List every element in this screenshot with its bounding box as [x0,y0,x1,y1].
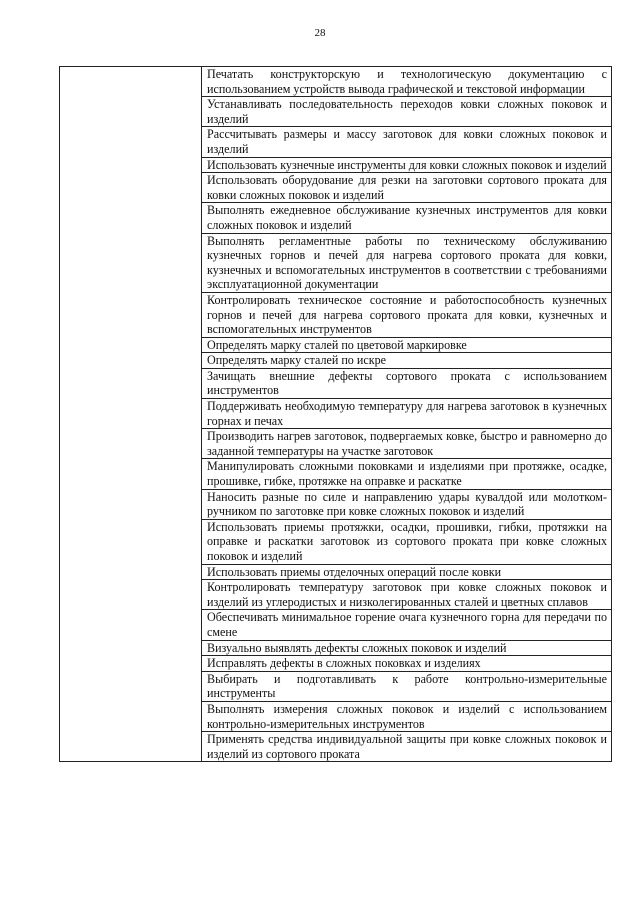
skill-item: Наносить разные по силе и направлению удары кувалдой или молотком-ручником по заготовке при ковке сложных поковок и изделий [202,490,611,520]
skill-item: Манипулировать сложными поковками и изделиями при протяжке, осадке, прошивке, гибке, протяжке на оправке и раскатке [202,459,611,489]
skill-item: Зачищать внешние дефекты сортового проката с использованием инструментов [202,369,611,399]
skill-item: Выполнять регламентные работы по техническому обслуживанию кузнечных горнов и печей для нагрева сортового проката для ковки, кузнечных и вспомогательных инструментов в соответствии с требованиями эксплуатационной документации [202,234,611,293]
skill-item: Использовать оборудование для резки на заготовки сортового проката для ковки сложных поковок и изделий [202,173,611,203]
skill-item: Использовать приемы протяжки, осадки, прошивки, гибки, протяжки на оправке и раскатки заготовок из сортового проката при ковке сложных поковок и изделий [202,520,611,565]
skill-item: Выбирать и подготавливать к работе контрольно-измерительные инструменты [202,672,611,702]
skill-item: Выполнять измерения сложных поковок и изделий с использованием контрольно-измерительных инструментов [202,702,611,732]
skill-item: Поддерживать необходимую температуру для нагрева заготовок в кузнечных горнах и печах [202,399,611,429]
table-row [60,67,612,762]
skill-item: Использовать приемы отделочных операций после ковки [202,565,611,581]
skill-item: Использовать кузнечные инструменты для ковки сложных поковок и изделий [202,158,611,174]
skills-table [59,66,612,762]
skill-item: Исправлять дефекты в сложных поковках и изделиях [202,656,611,672]
skill-item: Выполнять ежедневное обслуживание кузнечных инструментов для ковки сложных поковок и изделий [202,203,611,233]
left-column-cell [60,67,202,762]
skill-item: Устанавливать последовательность переходов ковки сложных поковок и изделий [202,97,611,127]
skill-item: Печатать конструкторскую и технологическую документацию с использованием устройств вывода графической и текстовой информации [202,67,611,97]
skill-item: Определять марку сталей по цветовой маркировке [202,338,611,354]
skill-item: Рассчитывать размеры и массу заготовок для ковки сложных поковок и изделий [202,127,611,157]
skills-list-cell [202,67,612,762]
skill-item: Визуально выявлять дефекты сложных поковок и изделий [202,641,611,657]
page-number: 28 [314,27,326,39]
skill-item: Применять средства индивидуальной защиты при ковке сложных поковок и изделий из сортового проката [207,732,607,761]
skill-item: Производить нагрев заготовок, подвергаемых ковке, быстро и равномерно до заданной температуры на участке заготовок [202,429,611,459]
skill-item: Определять марку сталей по искре [202,353,611,369]
skill-item: Обеспечивать минимальное горение очага кузнечного горна для передачи по смене [202,610,611,640]
skill-item: Контролировать температуру заготовок при ковке сложных поковок и изделий из углеродистых и низколегированных сталей и цветных сплавов [202,580,611,610]
skill-item: Контролировать техническое состояние и работоспособность кузнечных горнов и печей для нагрева сортового проката для ковки, кузнечных и вспомогательных инструментов [202,293,611,338]
